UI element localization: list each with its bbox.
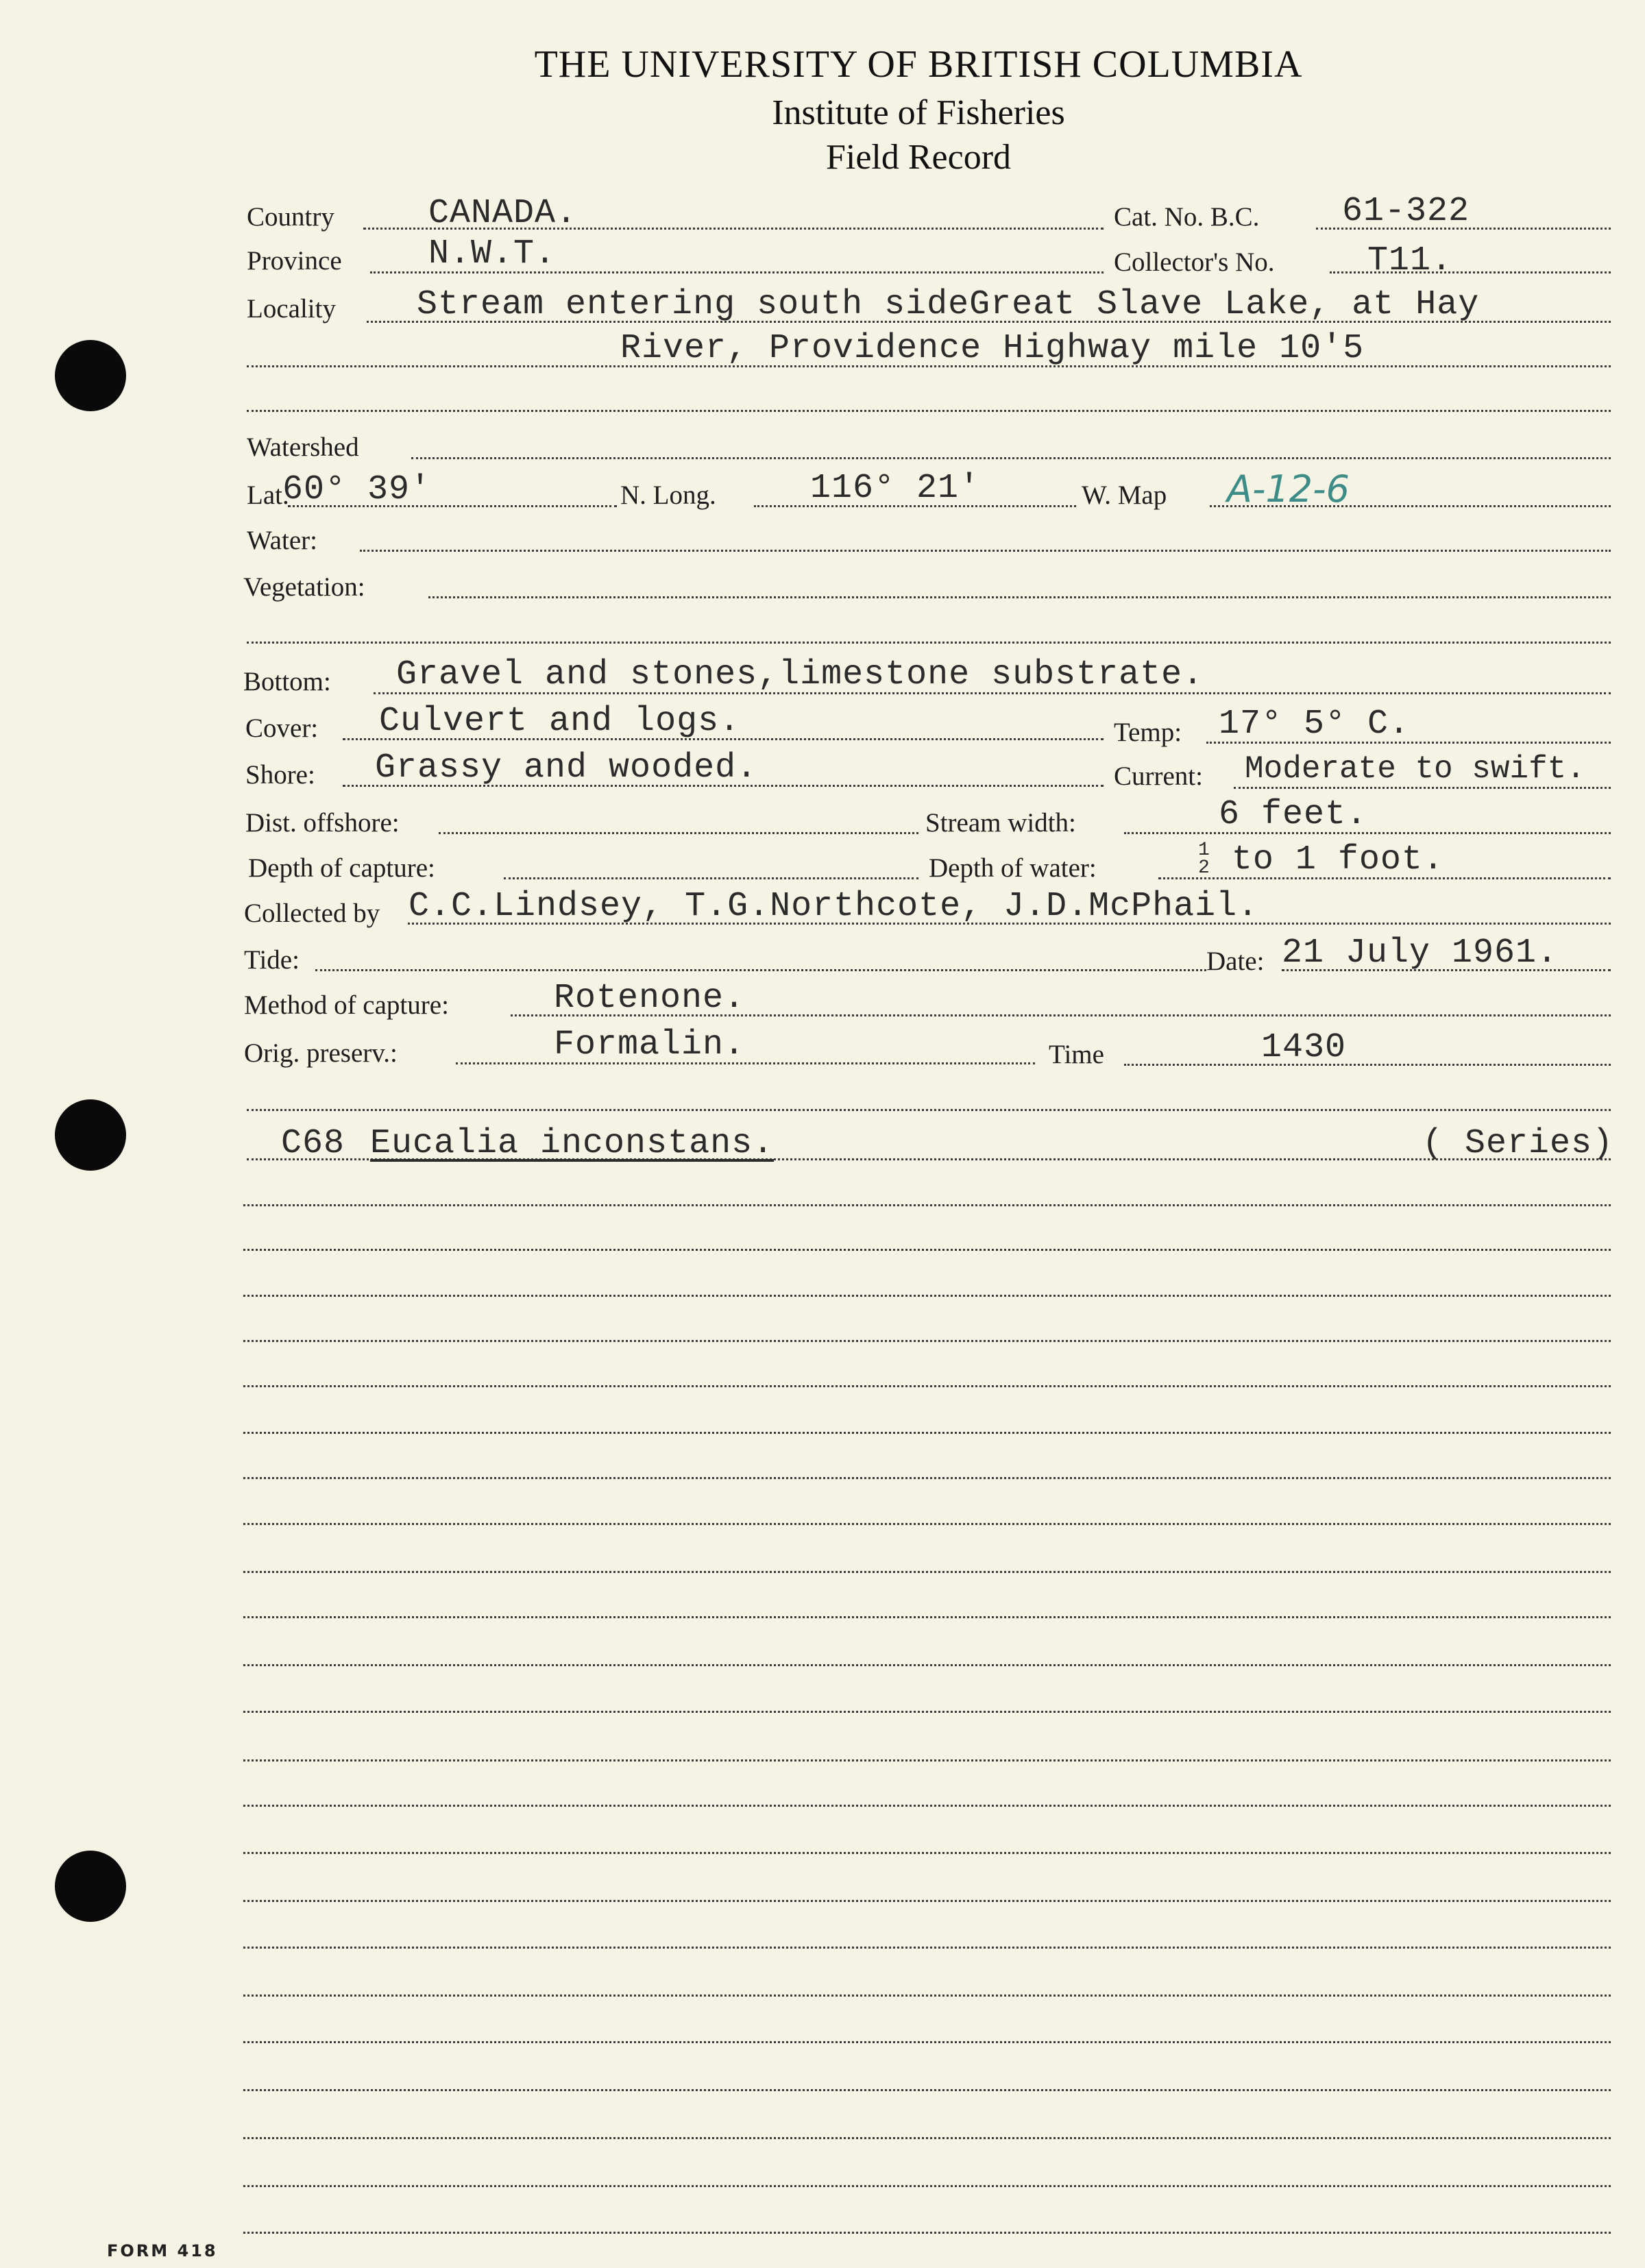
map-value: A-12-6 — [1227, 467, 1350, 511]
binder-hole-middle — [55, 1099, 126, 1171]
time-value: 1430 — [1261, 1028, 1347, 1067]
record-title: Field Record — [825, 138, 1012, 177]
cat-no-label: Cat. No. B.C. — [1114, 202, 1260, 232]
country-value: CANADA. — [428, 194, 578, 233]
shore-value: Grassy and wooded. — [375, 748, 758, 788]
ruled-line — [243, 1571, 1611, 1573]
orig-preserv-line — [456, 1062, 1035, 1064]
water-label: Water: — [247, 526, 317, 555]
ruled-line — [243, 1664, 1611, 1666]
collector-no-label: Collector's No. — [1114, 247, 1275, 277]
stream-width-label: Stream width: — [925, 808, 1076, 838]
ruled-line — [243, 2089, 1611, 2091]
bottom-label: Bottom: — [243, 667, 331, 696]
dist-offshore-label: Dist. offshore: — [245, 808, 400, 838]
university-title: THE UNIVERSITY OF BRITISH COLUMBIA — [534, 43, 1303, 86]
form-number: FORM 418 — [107, 2241, 218, 2260]
collected-by-label: Collected by — [244, 899, 380, 928]
lat-label: Lat. — [247, 480, 289, 510]
depth-capture-line — [504, 877, 918, 879]
map-label: W. Map — [1082, 480, 1167, 510]
current-line — [1234, 787, 1611, 789]
depth-water-value — [1198, 840, 1444, 879]
province-label: Province — [247, 246, 342, 276]
ruled-line — [243, 1295, 1611, 1297]
long-value: 116° 21' — [810, 469, 981, 508]
collector-no-value: T11. — [1367, 241, 1453, 280]
collected-by-value: C.C.Lindsey, T.G.Northcote, J.D.McPhail. — [409, 887, 1259, 926]
ruled-line — [243, 1616, 1611, 1618]
method-value: Rotenone. — [554, 979, 746, 1018]
locality-label: Locality — [247, 294, 336, 324]
province-value: N.W.T. — [428, 234, 557, 273]
ruled-line — [243, 1947, 1611, 1949]
date-value: 21 July 1961. — [1282, 934, 1559, 973]
current-label: Current: — [1114, 761, 1203, 791]
date-label: Date: — [1206, 947, 1265, 976]
ruled-line — [243, 1852, 1611, 1854]
ruled-line — [243, 1523, 1611, 1525]
watershed-label: Watershed — [247, 432, 359, 462]
cat-no-value: 61-322 — [1342, 192, 1470, 231]
ruled-line — [243, 1900, 1611, 1902]
stream-width-value: 6 feet. — [1219, 795, 1368, 834]
orig-preserv-label: Orig. preserv.: — [244, 1038, 398, 1068]
shore-label: Shore: — [245, 760, 315, 790]
ruled-line — [243, 1432, 1611, 1434]
cover-label: Cover: — [245, 714, 319, 743]
cover-value: Culvert and logs. — [379, 702, 741, 741]
country-label: Country — [247, 202, 334, 232]
binder-hole-bottom — [55, 1851, 126, 1922]
tide-label: Tide: — [244, 945, 300, 975]
orig-preserv-value: Formalin. — [554, 1025, 746, 1064]
dist-offshore-line — [439, 832, 918, 834]
ruled-line — [243, 2185, 1611, 2187]
vegetation-line — [428, 596, 1611, 598]
current-value: Moderate to swift. — [1245, 751, 1585, 787]
ruled-line — [243, 2137, 1611, 2139]
depth-water-label: Depth of water: — [929, 853, 1097, 883]
ruled-line — [243, 1340, 1611, 1342]
ruled-line — [243, 1759, 1611, 1761]
depth-capture-label: Depth of capture: — [248, 853, 435, 883]
locality-value-line2: River, Providence Highway mile 10'5 — [620, 329, 1365, 368]
watershed-line — [411, 457, 1611, 459]
water-line — [360, 550, 1611, 552]
ruled-line — [243, 1711, 1611, 1713]
ruled-line — [243, 1385, 1611, 1387]
ruled-line — [243, 1995, 1611, 1997]
ruled-line — [243, 2232, 1611, 2234]
bottom-value: Gravel and stones,limestone substrate. — [396, 655, 1204, 694]
catalog-series: ( Series) — [1422, 1124, 1614, 1163]
lat-value: 60° 39' — [282, 470, 432, 509]
locality-line-3 — [247, 410, 1611, 412]
method-label: Method of capture: — [244, 990, 449, 1020]
tide-line — [315, 969, 1206, 971]
locality-value-line1: Stream entering south sideGreat Slave Lake, at Hay — [417, 285, 1480, 324]
ruled-line — [243, 2041, 1611, 2043]
depth-water-text: to 1 foot. — [1231, 840, 1444, 879]
ruled-line — [243, 1477, 1611, 1479]
catalog-code: C68 — [281, 1124, 345, 1163]
temp-label: Temp: — [1114, 718, 1182, 747]
ruled-line — [243, 1805, 1611, 1807]
depth-water-fraction: 1 2 — [1198, 839, 1210, 879]
long-label: N. Long. — [620, 480, 716, 510]
ruled-line — [243, 1249, 1611, 1251]
temp-value: 17° 5° C. — [1219, 705, 1411, 744]
binder-hole-top — [55, 340, 126, 411]
catalog-species: Eucalia inconstans. — [370, 1124, 775, 1163]
institute-title: Institute of Fisheries — [772, 93, 1065, 132]
separator-line — [247, 1109, 1611, 1111]
vegetation-label: Vegetation: — [243, 572, 365, 602]
ruled-line — [243, 1204, 1611, 1206]
time-line — [1124, 1064, 1611, 1066]
time-label: Time — [1049, 1040, 1104, 1069]
vegetation-line-2 — [247, 642, 1611, 644]
